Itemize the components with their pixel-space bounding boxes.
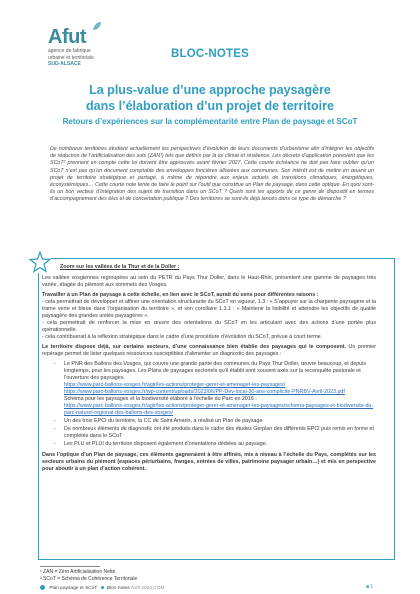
footnotes: [40, 569, 137, 583]
page-number: ■ 1: [366, 584, 374, 590]
list-item: - Un des trois EPCI du territoire, la CC de Saint Amarin, a réalisé un Plan de paysage: [42, 418, 376, 425]
page-title: [0, 82, 420, 114]
list-item: [42, 361, 376, 417]
reason-1: - cela permettrait de développer et affiner une orientation structurante du SCoT en vigueur, 1.3 : « S’appuyer sur la charpente paysagère et la trame verte et bleue dans l’organisation du territoire », et son corollaire 1.3.1 : « Maintenir la lisibilité et atteindre les objectifs de qualité paysagère des grandes unités paysagères ».: [42, 299, 376, 319]
zoom-paragraph-3-rest: Un premier repérage permet de lister quelques ressources susceptibles d’alimenter un diagnostic des paysages :: [42, 344, 376, 357]
intro-paragraph: De nombreux territoires étudient actuellement les perspectives d’évolution de leurs documents d’urbanisme afin d’intégrer les objectifs de réduction de l’artificialisation des sols (ZAN¹) tels que définis par la loi climat et résilience. Les décrets d’application prévoient que les SCoT² prennent en compte cette loi doivent être approuvés avant février 2027. Cette courte échéance ne doit pas faire oublier qu’un SCoT n’est pas qu’un document comptable des enveloppes foncières allouées aux communes. Son intérêt est de mettre en œuvre un projet de territoire stratégique et partagé, à même de répondre aux enjeux actuels de transitions climatiques, énergétiques, écosystémiques… Cette courte note tente de faire le point sur l’outil que constitue un Plan de paysage, dans cette optique. En quoi sont-ils un bon vecteur d’intégration des sujets de transition dans un SCoT ? Quels sont les apports de ce genre de dispositif en termes d’accompagnement des élus et de concertation publique ? Des territoires se sont-ils déjà lancés dans ce type de démarche ?: [50, 146, 374, 203]
footnote-2: ² SCoT = Schéma de Cohérence Territoriale: [40, 576, 138, 582]
zoom-paragraph-2-lead: Travailler à un Plan de paysage à cette échelle, en lien avec le SCoT, aurait du sens pour différentes raisons :: [42, 292, 319, 298]
page-footer: [40, 585, 165, 591]
page-subtitle: Retours d’expériences sur la complémentarité entre Plan de paysage et SCoT: [62, 117, 358, 126]
footer-title: Plan paysage et SCoT: [49, 585, 98, 591]
zoom-paragraph-3-lead: Le territoire dispose déjà, sur certains secteurs, d’une connaissance bien établie des paysages qui le composent.: [42, 344, 347, 350]
zoom-conclusion: Dans l’optique d’un Plan de paysage, ces éléments gagneraient à être affinés, mis à niveau à l’échelle du Pays, complétés sur les secteurs urbains du piémont (espaces périurbains, franges, entrées de villes, patrimoine paysager urbain…) et mis en perspective pour aboutir à un plan d’action cohérent.: [42, 452, 376, 472]
afut-logo: [48, 27, 123, 67]
reason-3: - cela contribuerait à la réflexion stratégique dans le cadre d’une procédure d’évolution du SCoT, prévue à court terme.: [42, 334, 323, 340]
zoom-title: Zoom sur les vallées de la Thur et de la Doller :: [60, 264, 180, 270]
resource-list: [42, 361, 376, 448]
list-item: - Les PLU et PLUI du territoire disposent également d’orientations dédiées au paysage.: [42, 441, 376, 448]
footer-dot-icon: [40, 585, 45, 590]
footnote-divider: [40, 566, 100, 567]
logo-subtitle-2: urbaine et territoriale: [48, 55, 94, 61]
footer-date: Avril 2024: [130, 585, 152, 591]
footer-type: Bloc-notes: [106, 585, 130, 591]
resource-schema: Schéma pour les paysages et la biodiversité élaboré à l’échelle du Parc en 2016 :: [64, 396, 257, 402]
footnote-1: ¹ ZAN = Zéro Artificialisation Nette: [40, 569, 116, 575]
title-line-1: La plus-value d’une approche paysagère: [89, 83, 331, 97]
zoom-paragraph-1: Les vallées vosgiennes regroupées au sein du PETR du Pays Thur Doller, dans le Haut-Rhin, présentent une gamme de paysages très variée, étagée du piémont aux sommets des Vosges.: [42, 275, 376, 288]
zoom-paragraph-2: [42, 292, 376, 341]
footer-separator-icon: [101, 586, 104, 589]
leaf-icon: [92, 21, 102, 31]
link-pnr-pdf[interactable]: https://www.parc-ballons-vosges.fr/wp-content/uploads/2023/06/PP-Dev-local-30-ans-complicite-PNRBV-Avril-2023.pdf: [64, 389, 345, 395]
reason-2: - cela permettrait de renforcer la mise en œuvre des orientations du SCoT en les articulant avec des actions d’une portée plus opérationnelle.: [42, 320, 376, 333]
zoom-box-content: [42, 264, 376, 476]
logo-wordmark: Afut: [48, 26, 86, 48]
list-item: - De nombreux éléments de diagnostic ont été produits dans le cadre des études Gerplan des différents EPCI puis remis en forme et complétés dans le SCoT: [42, 426, 376, 440]
logo-subtitle-1: agence de fabrique: [48, 48, 91, 54]
logo-region: SUD-ALSACE: [48, 61, 81, 67]
title-line-2: dans l’élaboration d’un projet de territoire: [86, 99, 334, 113]
page-number-value: 1: [370, 584, 374, 590]
document-type: BLOC-NOTES: [170, 48, 250, 60]
link-schema-paysages[interactable]: https://www.parc-ballons-vosges.fr/agir/les-actions/proteger-gerer-et-amenager-les-paysages/schema-paysages-et-biodiversite-du-parc-naturel-regional-des-ballons-des-vosges/: [64, 403, 374, 416]
link-pnr-paysages[interactable]: https://www.parc-ballons-vosges.fr/agir/les-actions/proteger-gerer-et-amenager-les-paysages/: [64, 382, 286, 388]
resource-pnr: Le PNR des Ballons des Vosges, qui couvre une grande partie des communes du Pays Thur Doller, œuvre beaucoup, et depuis longtemps, pour les paysages. Les Plans de paysages sectoriels qu’il établit sont souvent axés sur la reconquête pastorale et l’ouverture des paysages.: [64, 361, 366, 381]
zoom-paragraph-3: [42, 344, 376, 358]
footer-code: COM: [153, 585, 165, 591]
